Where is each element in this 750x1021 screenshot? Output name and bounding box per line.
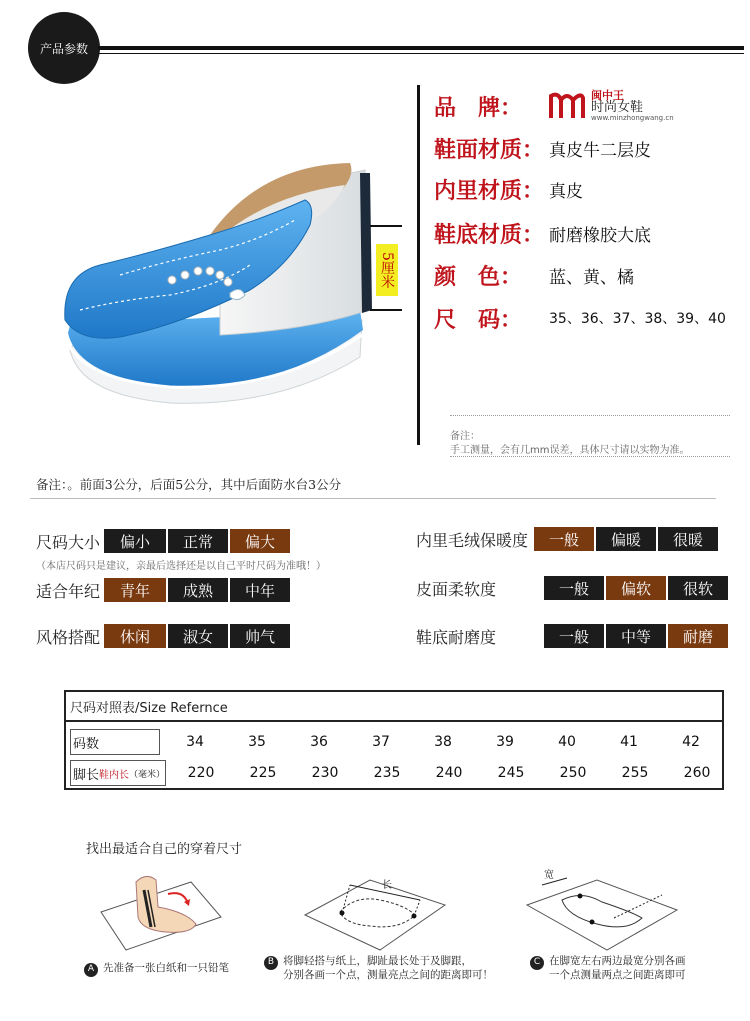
step-text: 一个点测量两点之间距离即可: [549, 968, 686, 981]
step-text: 先准备一张白纸和一只铅笔: [103, 962, 229, 974]
attr-row-age: [36, 578, 290, 602]
length-mark: 长: [382, 880, 392, 891]
spec-row-upper: [434, 130, 651, 166]
attr-row-size-fit: [36, 529, 290, 553]
note-title: 备注：: [450, 431, 480, 442]
table-row-lengths: [66, 757, 722, 789]
spec-label: 颜 色：: [434, 264, 523, 290]
attr-tag: 偏小: [104, 529, 166, 553]
section-badge: [28, 12, 100, 84]
attr-tag-selected: 青年: [104, 578, 166, 602]
attr-label: 内里毛绒保暖度: [416, 530, 529, 550]
length-cells: [170, 765, 728, 781]
size-cell: 37: [372, 734, 390, 750]
size-table-title: 尺码对照表/Size Refernce: [66, 692, 722, 722]
attr-label: 皮面柔软度: [416, 579, 497, 599]
attr-tag: 很暖: [658, 527, 718, 551]
attr-tag: 很软: [668, 576, 728, 600]
spec-label: 鞋面材质：: [434, 137, 545, 163]
size-cell: 38: [434, 734, 452, 750]
inner-length-label: 鞋内长: [99, 769, 130, 781]
attr-tag: 中年: [230, 578, 290, 602]
length-cell: 260: [683, 765, 711, 781]
measure-step-c: [530, 955, 730, 982]
length-cell: 255: [621, 765, 649, 781]
step-badge: A: [84, 963, 98, 977]
step-badge: C: [530, 956, 544, 970]
brand-logo-top: 闽中王: [591, 88, 624, 102]
shoe-image: [60, 125, 380, 410]
spec-label: 鞋底材质：: [434, 222, 545, 248]
spec-divider: [417, 85, 420, 445]
attr-row-style: [36, 624, 290, 648]
size-cell: 42: [682, 734, 700, 750]
attr-label: 尺码大小: [36, 532, 101, 552]
size-cell: 36: [310, 734, 328, 750]
spec-value: 耐磨橡胶大底: [549, 225, 651, 246]
size-cell: 39: [496, 734, 514, 750]
foot-length-label: 脚长: [73, 767, 100, 783]
spec-row-lining: [434, 171, 583, 207]
step-badge: B: [264, 956, 278, 970]
width-mark: 宽: [544, 870, 554, 881]
attr-tag-selected: 休闲: [104, 624, 166, 648]
spec-row-brand: [434, 88, 674, 124]
foot-length-illustration: [300, 860, 450, 955]
size-hint: （本店尺码只是建议，亲最后选择还是以自己平时尺码为准哦！）: [36, 561, 326, 572]
attr-tag-selected: 偏大: [230, 529, 290, 553]
row-label-lengths: [70, 760, 166, 786]
attr-tag: 成熟: [168, 578, 228, 602]
heel-height-label: 5厘米: [376, 244, 398, 296]
spec-value: 35、36、37、38、39、40: [549, 311, 726, 327]
spec-row-size: [434, 300, 726, 336]
spec-value: 真皮牛二层皮: [549, 140, 651, 161]
length-cell: 220: [187, 765, 215, 781]
size-cell: 35: [248, 734, 266, 750]
length-cell: 230: [311, 765, 339, 781]
measure-title: 找出最适合自己的穿着尺寸: [86, 842, 243, 857]
length-cell: 240: [435, 765, 463, 781]
attr-row-durability: [416, 624, 728, 648]
size-table: [64, 690, 724, 790]
attr-label: 风格搭配: [36, 627, 101, 647]
spec-value: 真皮: [549, 181, 583, 202]
length-cell: 245: [497, 765, 525, 781]
size-cell: 40: [558, 734, 576, 750]
attr-tag-selected: 偏软: [606, 576, 666, 600]
attr-tags: [104, 578, 290, 602]
brand-logo-main: 时尚女鞋: [591, 100, 644, 116]
size-cell: 41: [620, 734, 638, 750]
header-rule-thick: [98, 46, 744, 50]
row-label-sizes: 码数: [70, 729, 160, 755]
attr-tag-selected: 耐磨: [668, 624, 728, 648]
spec-value: 蓝、黄、橘: [549, 267, 634, 288]
attr-tags: [544, 576, 728, 600]
step-text: 分别各画一个点，测量亮点之间的距离即可！: [283, 968, 493, 981]
section-separator: [30, 498, 716, 499]
brand-logo: [549, 90, 674, 123]
attr-tags: [104, 529, 290, 553]
measurement-note: [450, 415, 730, 457]
attr-tags: [534, 527, 718, 551]
note-text: 手工测量，会有几mm误差，具体尺寸请以实物为准。: [450, 444, 690, 456]
attr-row-softness: [416, 576, 728, 600]
brand-m-icon: [549, 92, 585, 120]
attr-tag: 正常: [168, 529, 228, 553]
brand-logo-url: www.minzhongwang.cn: [591, 113, 674, 122]
attr-tag: 偏暖: [596, 527, 656, 551]
attr-row-warmth: [416, 527, 718, 551]
attr-tag: 一般: [544, 576, 604, 600]
attr-tag: 中等: [606, 624, 666, 648]
attr-tag: 一般: [544, 624, 604, 648]
unit-label: （毫米）: [129, 769, 166, 780]
attr-tag: 淑女: [168, 624, 228, 648]
header-rule-thin: [98, 53, 744, 54]
attr-tags: [544, 624, 728, 648]
table-row-sizes: [66, 726, 722, 758]
attr-tag-selected: 一般: [534, 527, 594, 551]
length-cell: 235: [373, 765, 401, 781]
attr-label: 适合年纪: [36, 581, 101, 601]
spec-label: 品 牌：: [434, 95, 523, 121]
attr-label: 鞋底耐磨度: [416, 627, 497, 647]
step-text: 在脚宽左右两边最宽分别各画: [549, 955, 686, 967]
measure-step-a: [84, 962, 254, 977]
spec-row-color: [434, 257, 634, 293]
step-text: 将脚轻搭与纸上，脚趾最长处于及脚跟，: [283, 955, 472, 967]
size-cells: [164, 734, 722, 750]
foot-on-paper-illustration: [96, 862, 226, 952]
attr-tag: 帅气: [230, 624, 290, 648]
section-title: 产品参数: [39, 41, 88, 56]
foot-width-illustration: [522, 860, 682, 955]
spec-label: 内里材质：: [434, 178, 545, 204]
measure-step-b: [264, 955, 494, 982]
remark-text: 备注：。前面3公分，后面5公分，其中后面防水台3公分: [36, 477, 342, 492]
length-cell: 250: [559, 765, 587, 781]
spec-label: 尺 码：: [434, 307, 523, 333]
length-cell: 225: [249, 765, 277, 781]
size-cell: 34: [186, 734, 204, 750]
spec-row-sole: [434, 215, 651, 251]
attr-tags: [104, 624, 290, 648]
